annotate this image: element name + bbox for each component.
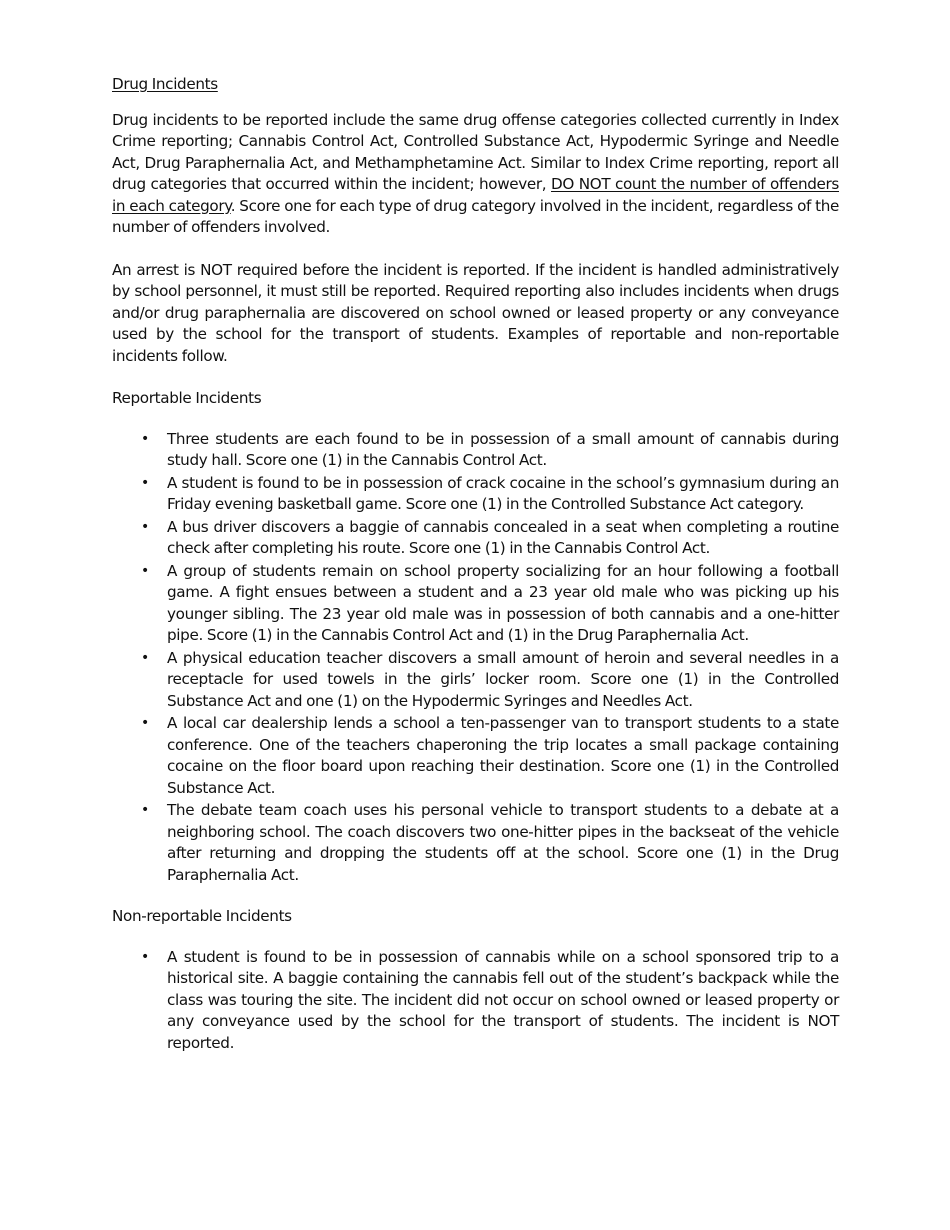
- bullet-icon: •: [141, 715, 149, 731]
- bullet-icon: •: [141, 649, 149, 666]
- section-heading: Drug Incidents: [112, 75, 218, 93]
- bullet-icon: •: [141, 562, 149, 579]
- reportable-heading: Reportable Incidents: [112, 389, 262, 407]
- list-item: [112, 947, 839, 1055]
- bullet-icon: •: [141, 802, 149, 818]
- list-item-text: The debate team coach uses his personal vehicle to transport students to a debate at a neighboring school. The coach discovers two one-hitter pipes in the backseat of the vehicle after returning and dropping the students off at the school. Score one (1) in the Drug Paraphernalia Act.: [167, 801, 839, 884]
- list-item: [112, 648, 839, 713]
- list-item: [112, 713, 839, 799]
- intro-paragraph: [112, 110, 839, 239]
- list-item: [112, 517, 839, 560]
- list-item-text: A local car dealership lends a school a ten-passenger van to transport students to a state conference. One of the teachers chaperoning the trip locates a small package containing cocaine on the floor board upon reaching their destination. Score one (1) in the Controlled Substance Act.: [167, 714, 839, 797]
- list-item-text: A student is found to be in possession of crack cocaine in the school’s gymnasium during an Friday evening basketball game. Score one (1) in the Controlled Substance Act category.: [167, 473, 839, 513]
- arrest-paragraph: An arrest is NOT required before the incident is reported. If the incident is handled administratively by school personnel, it must still be reported. Required reporting also includes incidents when drugs and/or drug paraphernalia are discovered on school owned or leased property or any conveyance used by the school for the transport of students. Examples of reportable and non-reportable incidents follow.: [112, 260, 839, 365]
- list-item-text: A bus driver discovers a baggie of cannabis concealed in a seat when completing a routine check after completing his route. Score one (1) in the Cannabis Control Act.: [167, 517, 839, 557]
- bullet-icon: •: [141, 430, 149, 447]
- list-item: [112, 429, 839, 472]
- intro-underlined-text: DO NOT count the number of offenders in each category: [112, 175, 839, 215]
- nonreportable-list: [112, 947, 839, 1055]
- bullet-icon: •: [141, 948, 149, 965]
- reportable-list: [112, 429, 839, 887]
- bullet-icon: •: [141, 518, 149, 535]
- list-item: [112, 800, 839, 886]
- list-item: [112, 473, 839, 516]
- list-item-text: A group of students remain on school property socializing for an hour following a football game. A fight ensues between a student and a 23 year old male who was picking up his younger sibling. The 23 year old male was in possession of both cannabis and a one-hitter pipe. Score (1) in the Cannabis Control Act and (1) in the Drug Paraphernalia Act.: [167, 561, 839, 644]
- nonreportable-heading: Non-reportable Incidents: [112, 907, 292, 925]
- document-page: [112, 74, 839, 1074]
- list-item-text: A physical education teacher discovers a small amount of heroin and several needles in a receptacle for used towels in the girls’ locker room. Score one (1) in the Controlled Substance Act and one (1) on the Hypodermic Syringes and Needles Act.: [167, 648, 839, 710]
- intro-text-part1: Drug incidents to be reported include the same drug offense categories collected currently in Index Crime reporting; Cannabis Control Act, Controlled Substance Act, Hypodermic Syringe and Needle Act, Drug Paraphernalia Act, and Methamphetamine Act. Similar to Index Crime reporting, report all drug categories that occurred within the incident; however,: [112, 110, 839, 193]
- bullet-icon: •: [141, 474, 149, 491]
- intro-text-part2: . Score one for each type of drug category involved in the incident, regardless of the number of offenders involved.: [112, 196, 840, 236]
- list-item-text: Three students are each found to be in possession of a small amount of cannabis during study hall. Score one (1) in the Cannabis Control Act.: [167, 429, 839, 469]
- list-item: [112, 561, 839, 647]
- list-item-text: A student is found to be in possession of cannabis while on a school sponsored trip to a historical site. A baggie containing the cannabis fell out of the student’s backpack while the class was touring the site. The incident did not occur on school owned or leased property or any conveyance used by the school for the transport of students. The incident is NOT reported.: [167, 947, 839, 1052]
